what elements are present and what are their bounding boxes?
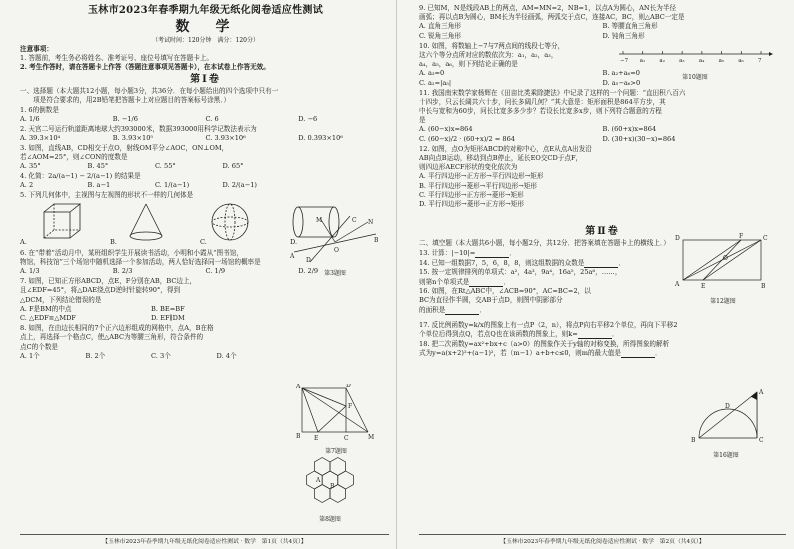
option: A. 1/6 (20, 114, 40, 123)
option: B. 平行四边形→菱形→平行四边形→矩形 (419, 181, 537, 190)
svg-text:D: D (675, 235, 680, 242)
question-9-line: 画弧；再以点B为圆心，BM长为半径画弧，两弧交于点C，连接AC，BC，则△ABC一定是 (419, 13, 685, 22)
number-line-label: a₁ (639, 57, 646, 64)
option: C. △EDF≌△MDF (20, 314, 76, 323)
question-13: 13. 计算：|−10|= ． (419, 248, 516, 257)
answer-blank (621, 350, 655, 358)
number-line-label: a₃ (679, 57, 685, 64)
options-9 (419, 22, 786, 41)
svg-text:M: M (368, 434, 375, 441)
question-12-line: AB向点B运动，移动到点B停止，延长EO交CD于点F， (419, 153, 583, 162)
answer-blank (469, 279, 503, 287)
figure-12 (673, 230, 773, 305)
option: A. 平行四边形→正方形→平行四边形→矩形 (419, 172, 544, 181)
part-intro: 一、选择题（本大题共12小题，每小题3分，共36分．在每小题给出的四个选项中只有一 (20, 86, 279, 95)
option: A. 直角三角形 (419, 22, 461, 31)
option: A. (20, 238, 27, 247)
option: D. 4个 (216, 351, 237, 360)
option: B. 等腰直角三角形 (602, 22, 658, 31)
exam-meta: （考试时间：120分钟 满分：120分） (152, 37, 259, 44)
options-11 (419, 125, 786, 144)
svg-text:B: B (761, 283, 766, 290)
svg-text:B: B (691, 437, 696, 444)
svg-text:B: B (296, 433, 301, 440)
figure-3 (290, 214, 380, 277)
question-15-line: 则第n个单项式是 ． (419, 277, 510, 286)
answer-blank (584, 260, 618, 268)
part-intro: 项是符合要求的，用2B铅笔把答题卡上对应题目的答案标号涂黑．） (20, 95, 231, 104)
part-intro: 二、填空题（本大题共6小题，每小题2分，共12分．把答案填在答题卡上的横线上．） (419, 239, 670, 248)
question-7: 7. 如图，已知正方形ABCD，点E，F分别在AB，BC边上， (20, 277, 197, 286)
option: B. a₂+a₆=0 (602, 69, 640, 78)
options-8 (20, 352, 282, 361)
section-title: 第Ⅱ卷 (585, 226, 620, 238)
notice-line: 1. 答题前，考生务必将姓名、准考证号、座位号填写在答题卡上。 (20, 54, 214, 63)
option: C. 平行四边形→正方形→菱形→矩形 (419, 190, 524, 199)
option: D. 65° (222, 162, 244, 171)
question-10-line: 这六个等分点所对应的数依次为：a₁，a₂，a₃， (419, 50, 558, 59)
option: C. 3个 (151, 351, 171, 360)
figure-10 (615, 48, 775, 81)
option: A. 1个 (20, 351, 40, 360)
options-2 (20, 134, 391, 143)
notice-title: 注意事项： (20, 45, 53, 53)
svg-text:A: A (316, 477, 321, 484)
svg-text:E: E (701, 283, 706, 290)
question-6-line: 物馆，科技馆”三个场馆中随机选择一个参加活动，两人恰好选择同一场馆的概率是 (20, 258, 261, 267)
svg-text:D: D (346, 384, 351, 389)
question-8: 8. 如图，在由边长相同的7个正六边形组成的网格中，点A，B在格 (20, 324, 214, 333)
svg-text:A: A (675, 281, 680, 288)
figure-caption: 第10题图 (682, 73, 708, 81)
option: D. a₅−a₆>0 (602, 78, 641, 87)
option: B. 3.93×10⁵ (112, 133, 154, 142)
question-9: 9. 已知M，N是线段AB上的两点，AM=MN=2，NB=1，以点A为圆心，AN长为半径 (419, 4, 677, 12)
option: C. (60−x)/2 · (60+x)/2 = 864 (419, 134, 515, 143)
question-18-line: 式为y=a(x+2)²+(a−1)²，若（m−1）a+b+c≤0，则m的最大值是 ． (419, 348, 662, 357)
hexagon-cell (314, 485, 330, 503)
svg-text:E: E (314, 435, 319, 442)
number-line-label: a₄ (698, 57, 705, 64)
hexagon-cell (338, 471, 354, 489)
question-3-line: 若∠AOM=25°，则∠CON的度数是 (20, 152, 128, 161)
subject-title: 数 学 (175, 19, 236, 35)
question-10-line: a₄，a₅，a₆，则下列结论正确的是 (419, 60, 518, 69)
question-7-line: 且∠EDF=45°，将△DAE绕点D逆时针旋转90°，得到 (20, 286, 181, 295)
options-7 (20, 305, 282, 324)
option: D. (290, 238, 298, 247)
question-17: 17. 反比例函数y=k/x的图象上有一点P（2，n），将点P向右平移2个单位，再向下平移2 (419, 320, 678, 329)
notice-line: 2. 考生作答时，请在答题卡上作答（答题注意事项见答题卡），在本试卷上作答无效。 (20, 63, 270, 72)
page-footer: 【玉林市2023年春季期九年级无纸化阅卷适应性测试 · 数学 第1页（共4页）】 (20, 534, 389, 545)
question-12-line: 则四边形AECF形状的变化依次为 (419, 163, 518, 172)
hexagon-grid-figure (300, 452, 360, 510)
options-4 (20, 181, 290, 190)
svg-text:F: F (739, 233, 744, 240)
option: B. (110, 238, 117, 247)
options-3 (20, 162, 290, 171)
figure-caption: 第12题图 (710, 298, 736, 305)
exam-page-right (397, 0, 794, 549)
svg-text:C: C (344, 435, 349, 442)
question-16: 16. 如图，在Rt△ABC中，∠ACB=90°，AC=BC=2，以 (419, 287, 591, 296)
figure-7 (296, 384, 376, 455)
option: B. 2/3 (112, 267, 133, 276)
rectangle-center-figure (673, 230, 773, 292)
option: A. a₃=0 (419, 69, 445, 78)
svg-text:D: D (725, 403, 730, 410)
option: C. 6 (205, 114, 219, 123)
cube-figure (44, 204, 80, 238)
option: C. 55° (155, 162, 176, 171)
question-8-line: 点上，再选择一个格点C，使△ABC为等腰三角形，符合条件的 (20, 333, 204, 342)
option: B. BE=BF (151, 304, 185, 313)
svg-text:N: N (368, 219, 374, 226)
hexagon-cell (330, 458, 346, 476)
option: C. (200, 238, 207, 247)
question-1: 1. 6的倒数是 (20, 105, 59, 114)
option: C. 1/(a−1) (155, 181, 190, 190)
svg-text:B: B (330, 483, 335, 490)
option: D. 平行四边形→菱形→正方形→矩形 (419, 199, 524, 208)
intersecting-lines-figure (290, 214, 380, 264)
option: A. 1/3 (20, 267, 40, 276)
question-11: 11. 我国南宋数学家杨辉在《田亩比类乘除捷法》中记录了这样的一个问题：“直田积八百六 (419, 88, 686, 97)
number-line-label: a₅ (718, 57, 725, 64)
question-6: 6. 在“带着”活动月中，某班组织学生开展读书活动，小明和小霞从“图书馆， (20, 248, 243, 257)
option: A. 2 (20, 181, 34, 190)
answer-blank (445, 307, 479, 315)
page-footer: 【玉林市2023年春季期九年级无纸化阅卷适应性测试 · 数学 第2页（共4页）】 (419, 534, 786, 545)
svg-text:D: D (306, 257, 311, 264)
cone-figure (130, 204, 162, 240)
question-14: 14. 已知一组数据7，5，6，8，8，则这组数据的众数是 ． (419, 258, 626, 267)
option: D. 钝角三角形 (602, 31, 645, 40)
number-line-label: a₂ (659, 57, 665, 64)
option: C. 1/9 (205, 267, 226, 276)
svg-text:C: C (352, 217, 357, 224)
figure-caption: 第8题图 (319, 516, 341, 523)
question-7-line: △DCM，下列结论错误的是 (20, 295, 102, 304)
option: B. 45° (87, 162, 109, 171)
option: A. (60−x)x=864 (419, 125, 473, 134)
number-line-label: −7 (620, 57, 629, 64)
svg-text:M: M (316, 217, 323, 224)
option: C. a₂=|a₅| (419, 78, 452, 87)
option: B. −1/6 (112, 114, 138, 123)
question-2: 2. 天宫二号运行轨道距离地球大约393000米，数据393000用科学记数法表示为 (20, 124, 257, 133)
question-16-line: 的面积是 ． (419, 305, 486, 314)
option: D. (30+x)(30−x)=864 (602, 134, 676, 143)
option: D. 2/(a−1) (222, 181, 257, 190)
option: D. 2/9 (298, 267, 319, 276)
options-1 (20, 115, 391, 124)
svg-text:O: O (334, 247, 339, 254)
semicircle-shaded-figure (681, 386, 771, 446)
svg-text:A: A (296, 384, 301, 390)
exam-title: 玉林市2023年春季期九年级无纸化阅卷适应性测试 (87, 5, 324, 16)
figure-8 (300, 452, 360, 523)
question-4: 4. 化简：2a/(a−1) − 2/(a−1) 的结果是 (20, 172, 141, 181)
question-5: 5. 下列几何体中，主视图与左视图的形状不一样的几何体是 (20, 191, 194, 200)
option: D. 0.393×10⁶ (298, 133, 343, 142)
svg-text:A: A (290, 253, 295, 260)
option: D. −6 (298, 114, 318, 123)
svg-text:F: F (348, 403, 353, 410)
sphere-figure (212, 204, 248, 240)
question-16-line: BC为直径作半圆，交AB于点D，则图中阴影部分 (419, 296, 563, 305)
option: C. 锐角三角形 (419, 31, 461, 40)
answer-blank (475, 250, 509, 258)
option: A. F是BM的中点 (20, 304, 72, 313)
hexagon-cell (314, 458, 330, 476)
question-11-line: 十四步，只云长阔共六十步，问长多阔几何？”其大意是：矩形面积是864平方步，其 (419, 97, 666, 106)
svg-text:B: B (374, 237, 379, 244)
square-rotation-figure (296, 384, 376, 442)
svg-text:A: A (759, 389, 764, 396)
option: A. 35° (20, 162, 41, 171)
question-10: 10. 如图，将数轴上−7与7两点间的线段七等分， (419, 41, 565, 50)
svg-text:O: O (723, 255, 728, 262)
figure-caption: 第7题图 (325, 448, 347, 455)
svg-text:C: C (759, 437, 764, 444)
answer-blank (578, 331, 612, 339)
option: B. 2个 (85, 351, 106, 360)
option: B. (60+x)x=864 (602, 125, 657, 134)
question-18: 18. 把二次函数y=ax²+bx+c（a>0）的图象作关于y轴的对称变换，所得图象的解析 (419, 339, 670, 348)
option: C. 3.93×10⁶ (205, 133, 246, 142)
figure-caption: 第16题图 (713, 452, 739, 459)
number-line-figure (615, 48, 775, 68)
question-17-line: 个单位后得到点Q，若点Q也在该函数的图象上，则k= ． (419, 330, 619, 339)
number-line-label: 7 (758, 57, 762, 64)
question-3: 3. 如图，直线AB，CD相交于点O，射线OM平分∠AOC，ON⊥OM， (20, 143, 229, 152)
question-8-line: 点C的个数是 (20, 342, 59, 351)
question-11-line: 中长与宽和为60步，问长比宽多多少步？若设长比宽多x步，则下列符合题意的方程 (419, 107, 662, 116)
svg-text:C: C (763, 235, 768, 242)
figure-16 (681, 386, 771, 459)
question-12: 12. 如图，点O为矩形ABCD的对称中心，点E从点A出发沿 (419, 144, 592, 153)
number-line-label: a₆ (738, 57, 744, 64)
question-15: 15. 按一定规律排列的单项式：a²，4a³，9a⁴，16a⁵，25a⁶，……， (419, 268, 622, 277)
figure-caption: 第3题图 (324, 270, 346, 277)
question-11-line: 是 (419, 116, 426, 125)
option: B. a−1 (87, 181, 111, 190)
section-title: 第Ⅰ卷 (190, 73, 221, 85)
option: A. 39.3×10⁴ (20, 133, 61, 142)
option: D. EF∥DM (151, 314, 185, 323)
